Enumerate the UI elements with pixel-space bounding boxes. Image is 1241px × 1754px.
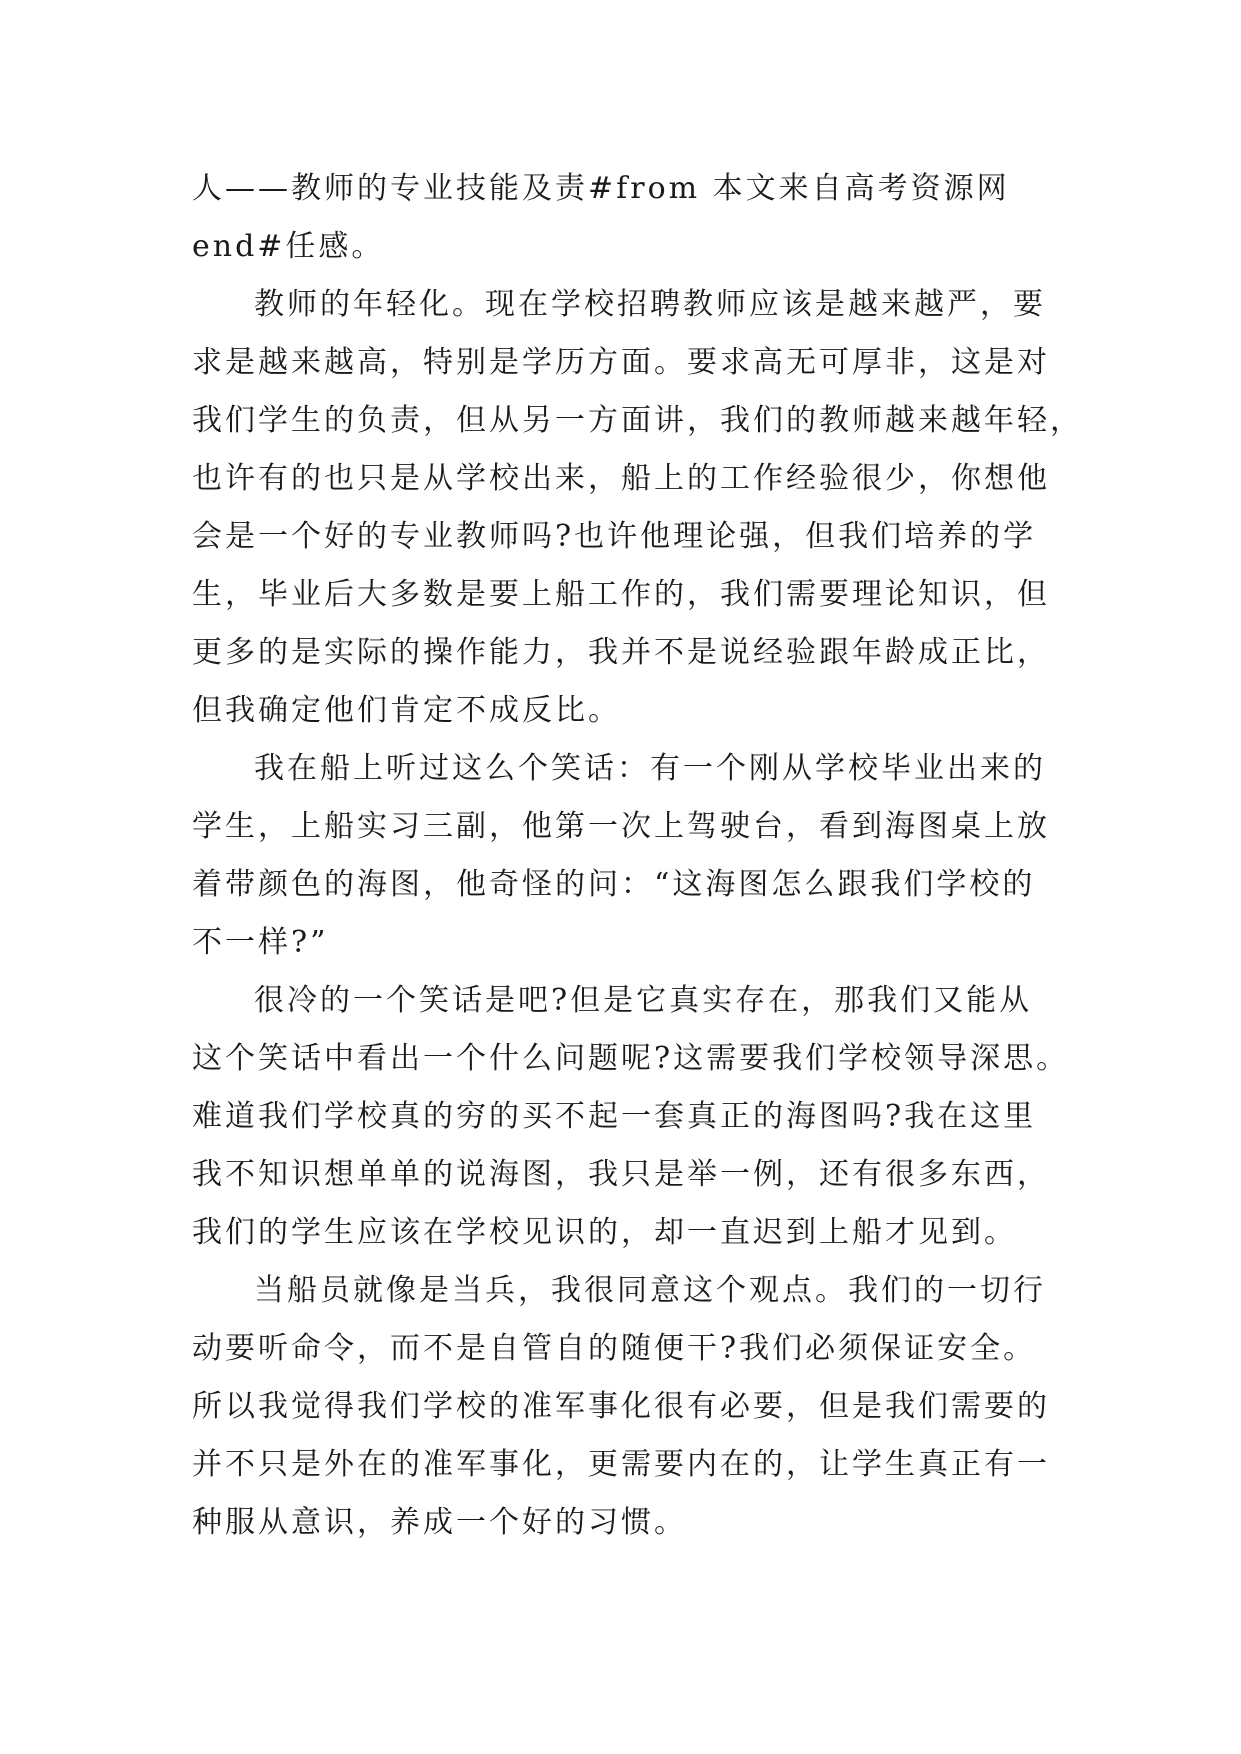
text-line: 并不只是外在的准军事化，更需要内在的，让学生真正有一	[192, 1447, 1050, 1482]
paragraph-3	[192, 740, 1062, 972]
text-line: 人——教师的专业技能及责#from 本文来自高考资源网	[192, 171, 1010, 206]
text-line: end#任感。	[192, 229, 385, 264]
text-line: 生，毕业后大多数是要上船工作的，我们需要理论知识，但	[192, 577, 1050, 612]
document-body	[192, 160, 1083, 1552]
text-line: 会是一个好的专业教师吗?也许他理论强，但我们培养的学	[192, 519, 1037, 554]
text-line: 所以我觉得我们学校的准军事化很有必要，但是我们需要的	[192, 1389, 1050, 1424]
text-line: 学生，上船实习三副，他第一次上驾驶台，看到海图桌上放	[192, 809, 1050, 844]
text-line: 求是越来越高，特别是学历方面。要求高无可厚非，这是对	[192, 345, 1050, 380]
text-line: 更多的是实际的操作能力，我并不是说经验跟年龄成正比，	[192, 635, 1050, 670]
paragraph-2	[192, 276, 1083, 740]
text-line: 这个笑话中看出一个什么问题呢?这需要我们学校领导深思。	[192, 1041, 1070, 1076]
text-line: 但我确定他们肯定不成反比。	[192, 693, 621, 728]
text-line: 很冷的一个笑话是吧?但是它真实存在，那我们又能从	[254, 983, 1033, 1018]
text-line: 动要听命令，而不是自管自的随便干?我们必须保证安全。	[192, 1331, 1037, 1366]
text-line: 我不知识想单单的说海图，我只是举一例，还有很多东西，	[192, 1157, 1050, 1192]
text-line: 难道我们学校真的穷的买不起一套真正的海图吗?我在这里	[192, 1099, 1037, 1134]
text-line: 种服从意识，养成一个好的习惯。	[192, 1505, 687, 1540]
paragraph-4	[192, 972, 1070, 1262]
text-line: 我在船上听过这么个笑话：有一个刚从学校毕业出来的	[254, 751, 1046, 786]
text-line: 当船员就像是当兵，我很同意这个观点。我们的一切行	[254, 1273, 1046, 1308]
text-line: 教师的年轻化。现在学校招聘教师应该是越来越严，要	[254, 287, 1046, 322]
text-line: 我们的学生应该在学校见识的，却一直迟到上船才见到。	[192, 1215, 1017, 1250]
text-line: 不一样?”	[192, 925, 329, 960]
paragraph-5	[192, 1262, 1062, 1552]
paragraph-1	[192, 160, 1062, 276]
text-line: 着带颜色的海图，他奇怪的问：“这海图怎么跟我们学校的	[192, 867, 1036, 902]
text-line: 我们学生的负责，但从另一方面讲，我们的教师越来越年轻，	[192, 403, 1083, 438]
text-line: 也许有的也只是从学校出来，船上的工作经验很少，你想他	[192, 461, 1050, 496]
